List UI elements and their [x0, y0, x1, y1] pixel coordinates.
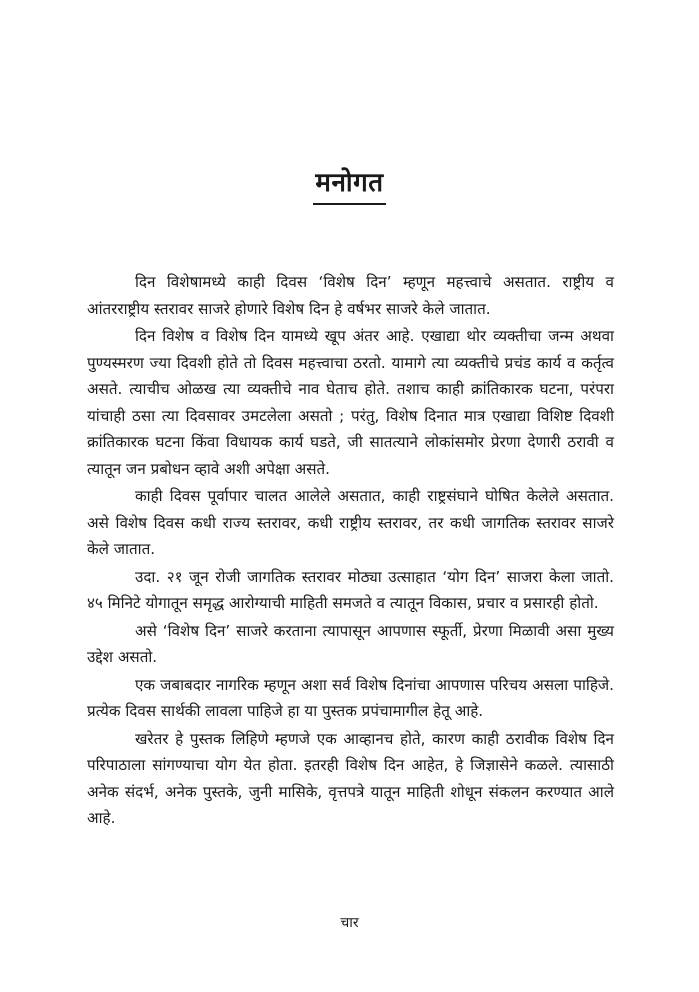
paragraph-1: दिन विशेषामध्ये काही दिवस ‘विशेष दिन’ म्हणून महत्त्वाचे असतात. राष्ट्रीय व आंतरराष्ट्रीय स्तरावर साजरे होणारे विशेष दिन हे वर्षभर साजरे केले जातात. [87, 273, 614, 318]
paragraph-7: खरेतर हे पुस्तक लिहिणे म्हणजे एक आव्हानच होते, कारण काही ठरावीक विशेष दिन परिपाठाला सांगण्याचा योग येत होता. इतरही विशेष दिन आहेत, हे जिज्ञासेने कळले. त्यासाठी अनेक संदर्भ, अनेक पुस्तके, जुनी मासिके, वृत्तपत्रे यातून माहिती शोधून संकलन करण्यात आले आहे. [87, 729, 614, 827]
paragraph-2: दिन विशेष व विशेष दिन यामध्ये खूप अंतर आहे. एखाद्या थोर व्यक्तीचा जन्म अथवा पुण्यस्मरण ज्या दिवशी होते तो दिवस महत्त्वाचा ठरतो. यामागे त्या व्यक्तीचे प्रचंड कार्य व कर्तृत्व असते. त्याचीच ओळख त्या व्यक्तीचे नाव घेताच होते. तशाच काही क्रांतिकारक घटना, परंपरा यांचाही ठसा त्या दिवसावर उमटलेला असतो ; परंतु, विशेष दिनात मात्र एखाद्या विशिष्ट दिवशी क्रांतिकारक घटना किंवा विधायक कार्य घडते, जी सातत्याने लोकांसमोर प्रेरणा देणारी ठरावी व त्यातून जन प्रबोधन व्हावे अशी अपेक्षा असते. [87, 327, 614, 478]
paragraph-5: असे ‘विशेष दिन’ साजरे करताना त्यापासून आपणास स्फूर्ती, प्रेरणा मिळावी असा मुख्य उद्देश असतो. [87, 621, 614, 666]
paragraph-4: उदा. २१ जून रोजी जागतिक स्तरावर मोठ्या उत्साहात ‘योग दिन’ साजरा केला जातो. ४५ मिनिटे योगातून समृद्ध आरोग्याची माहिती समजते व त्यातून विकास, प्रचार व प्रसारही होतो. [87, 567, 614, 612]
preface-body [87, 269, 614, 833]
paragraph-6: एक जबाबदार नागरिक म्हणून अशा सर्व विशेष दिनांचा आपणास परिचय असला पाहिजे. प्रत्येक दिवस सार्थकी लावला पाहिजे हा या पुस्तक प्रपंचामागील हेतू आहे. [87, 675, 614, 720]
title-container [0, 166, 699, 205]
page-number: चार [340, 915, 359, 931]
page-title: मनोगत [313, 166, 385, 205]
paragraph-3: काही दिवस पूर्वापार चालत आलेले असतात, काही राष्ट्रसंघाने घोषित केलेले असतात. असे विशेष दिवस कधी राज्य स्तरावर, कधी राष्ट्रीय स्तरावर, तर कधी जागतिक स्तरावर साजरे केले जातात. [87, 487, 614, 558]
